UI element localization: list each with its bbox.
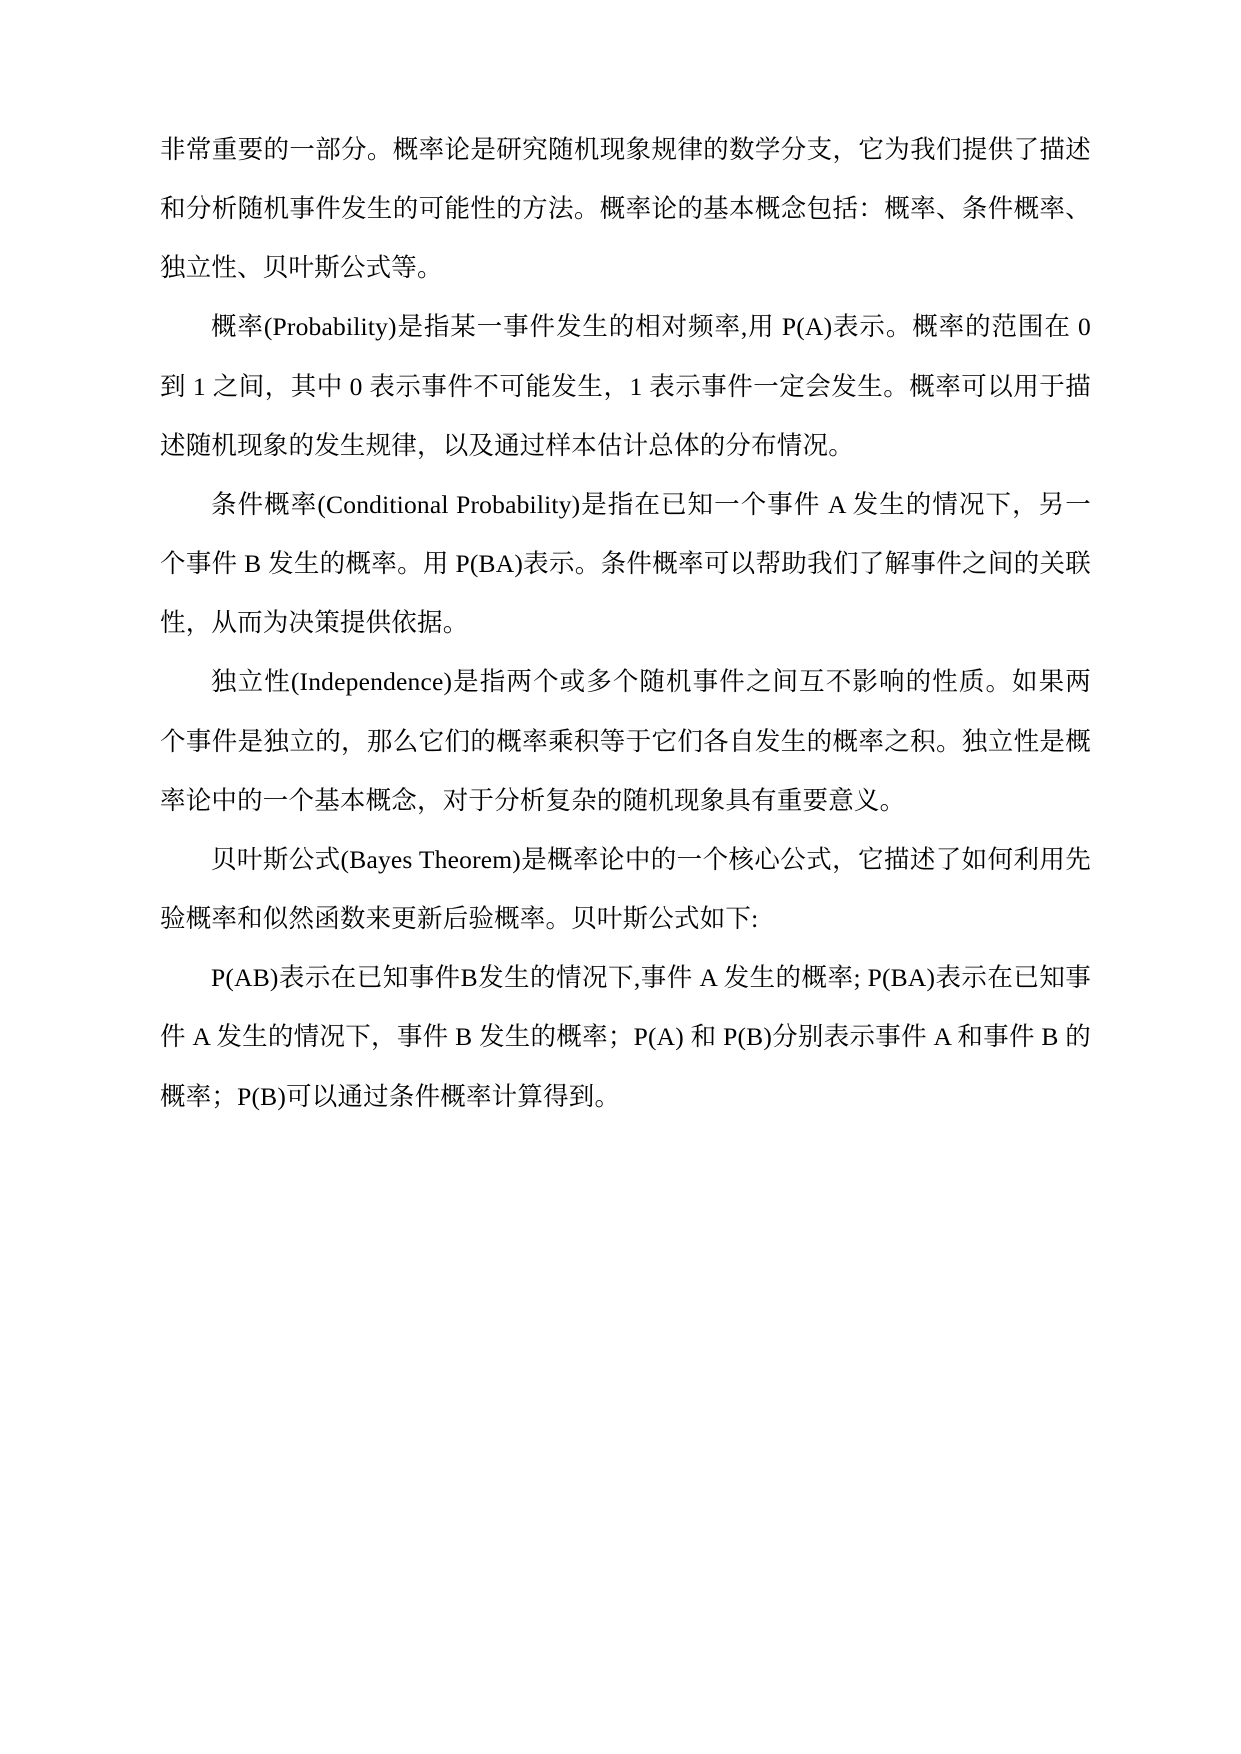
paragraph-2: 概率(Probability)是指某一事件发生的相对频率,用 P(A)表示。概率的范围在 0 到 1 之间，其中 0 表示事件不可能发生，1 表示事件一定会发生。概率可以用于描述随机现象的发生规律，以及通过样本估计总体的分布情况。 xyxy=(160,312,1091,460)
paragraph-4: 独立性(Independence)是指两个或多个随机事件之间互不影响的性质。如果两个事件是独立的，那么它们的概率乘积等于它们各自发生的概率之积。独立性是概率论中的一个基本概念，对于分析复杂的随机现象具有重要意义。 xyxy=(160,667,1091,815)
paragraph-3: 条件概率(Conditional Probability)是指在已知一个事件 A 发生的情况下，另一个事件 B 发生的概率。用 P(BA)表示。条件概率可以帮助我们了解事件之间的关联性，从而为决策提供依据。 xyxy=(160,489,1091,638)
paragraph-1: 非常重要的一部分。概率论是研究随机现象规律的数学分支，它为我们提供了描述和分析随机事件发生的可能性的方法。概率论的基本概念包括：概率、条件概率、独立性、贝叶斯公式等。 xyxy=(160,135,1091,283)
paragraph-5: 贝叶斯公式(Bayes Theorem)是概率论中的一个核心公式，它描述了如何利用先验概率和似然函数来更新后验概率。贝叶斯公式如下: xyxy=(160,844,1091,934)
paragraph-6: P(AB)表示在已知事件B发生的情况下,事件 A 发生的概率; P(BA)表示在已知事件 A 发生的情况下，事件 B 发生的概率；P(A) 和 P(B)分别表示事件 A 和事件 B 的概率；P(B)可以通过条件概率计算得到。 xyxy=(160,963,1091,1111)
document-body xyxy=(160,120,1091,1126)
